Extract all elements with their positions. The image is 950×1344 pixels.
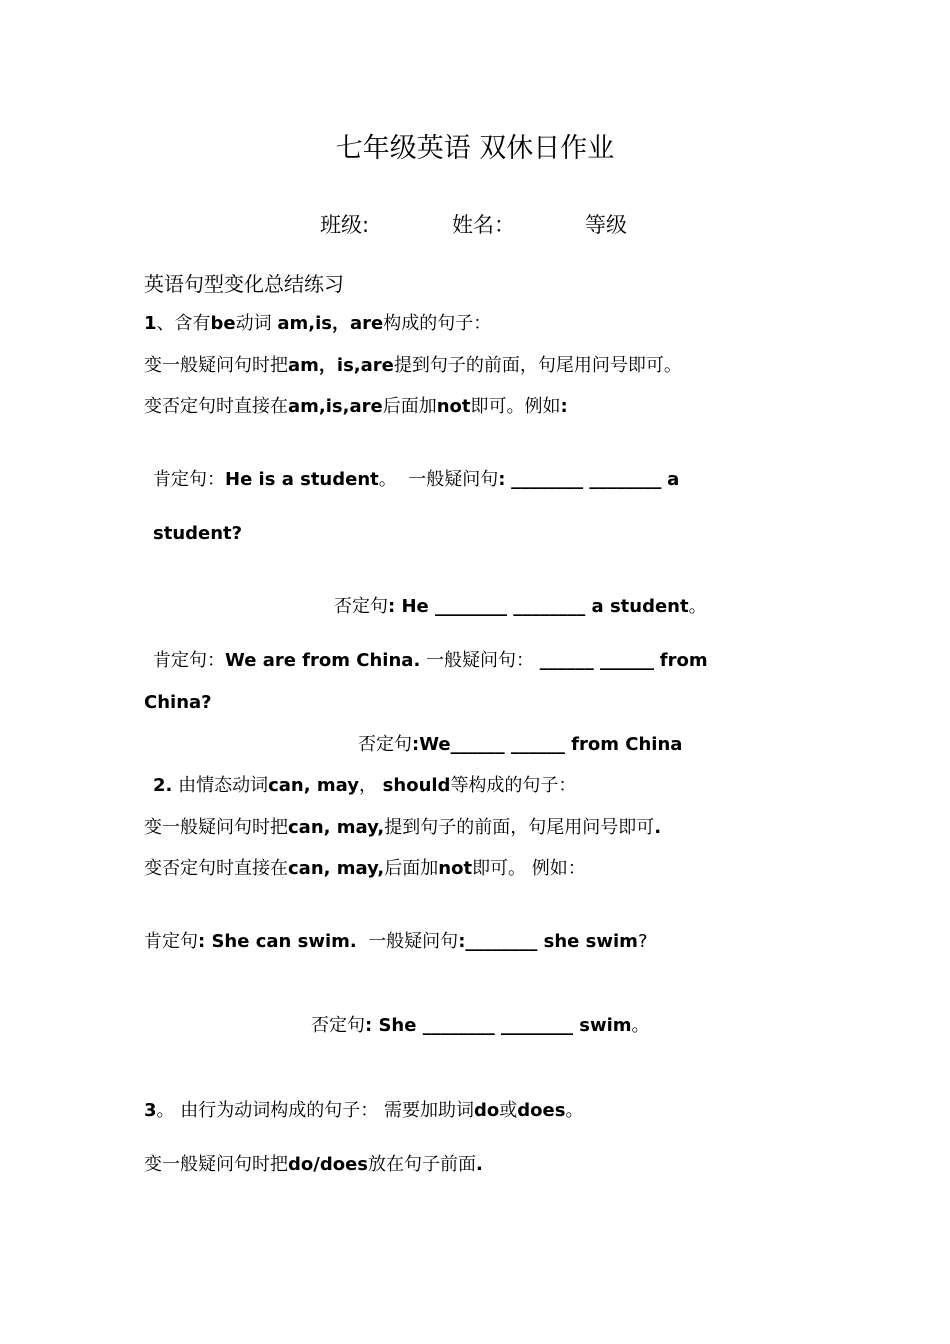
part1-heading: 1、含有be动词 am,is，are构成的句子： (144, 313, 492, 334)
grade-field-label: 等级 (585, 213, 627, 237)
part1-example1-negative: 否定句: He ________ ________ a student。 (334, 596, 707, 617)
part1-example1-affirmative: 肯定句：He is a student。 一般疑问句: ________ ________ a (153, 469, 680, 490)
part1-example2-affirmative: 肯定句：We are from China. 一般疑问句： ______ ______ from (153, 650, 708, 671)
part3-heading: 3。 由行为动词构成的句子： 需要加助词do或does。 (144, 1100, 584, 1121)
part3-rule-question: 变一般疑问句时把do/does放在句子前面. (144, 1154, 483, 1175)
answer-blank[interactable]: :We______ ______ from China (412, 734, 683, 755)
name-field-label: 姓名： (452, 213, 515, 237)
part2-example-affirmative: 肯定句: She can swim. 一般疑问句:________ she swim? (144, 931, 648, 952)
part1-rule-question: 变一般疑问句时把am，is,are提到句子的前面，句尾用问号即可。 (144, 355, 682, 376)
answer-blank[interactable]: : She ________ ________ swim (365, 1015, 632, 1036)
answer-blank[interactable]: ______ ______ (539, 650, 655, 671)
part2-rule-negative: 变否定句时直接在can, may,后面加not即可。 例如： (144, 858, 586, 879)
answer-blank[interactable]: : He ________ ________ a student (388, 596, 689, 617)
page-title: 七年级英语 双休日作业 (335, 133, 615, 164)
part1-example2-negative: 否定句:We______ ______ from China (358, 734, 683, 755)
part2-heading: 2. 由情态动词can, may， should等构成的句子： (153, 775, 577, 796)
answer-blank[interactable]: ________ ________ (511, 469, 662, 490)
part1-rule-negative: 变否定句时直接在am,is,are后面加not即可。例如: (144, 396, 568, 417)
part1-example2-question-cont: China? (144, 692, 212, 713)
answer-blank[interactable]: :________ she swim (458, 931, 638, 952)
class-field-label: 班级: (320, 213, 370, 237)
part2-rule-question: 变一般疑问句时把can, may,提到句子的前面，句尾用问号即可. (144, 817, 662, 838)
part2-example-negative: 否定句: She ________ ________ swim。 (311, 1015, 650, 1036)
section-title: 英语句型变化总结练习 (144, 272, 344, 296)
part1-example1-question-cont: student? (153, 523, 243, 544)
